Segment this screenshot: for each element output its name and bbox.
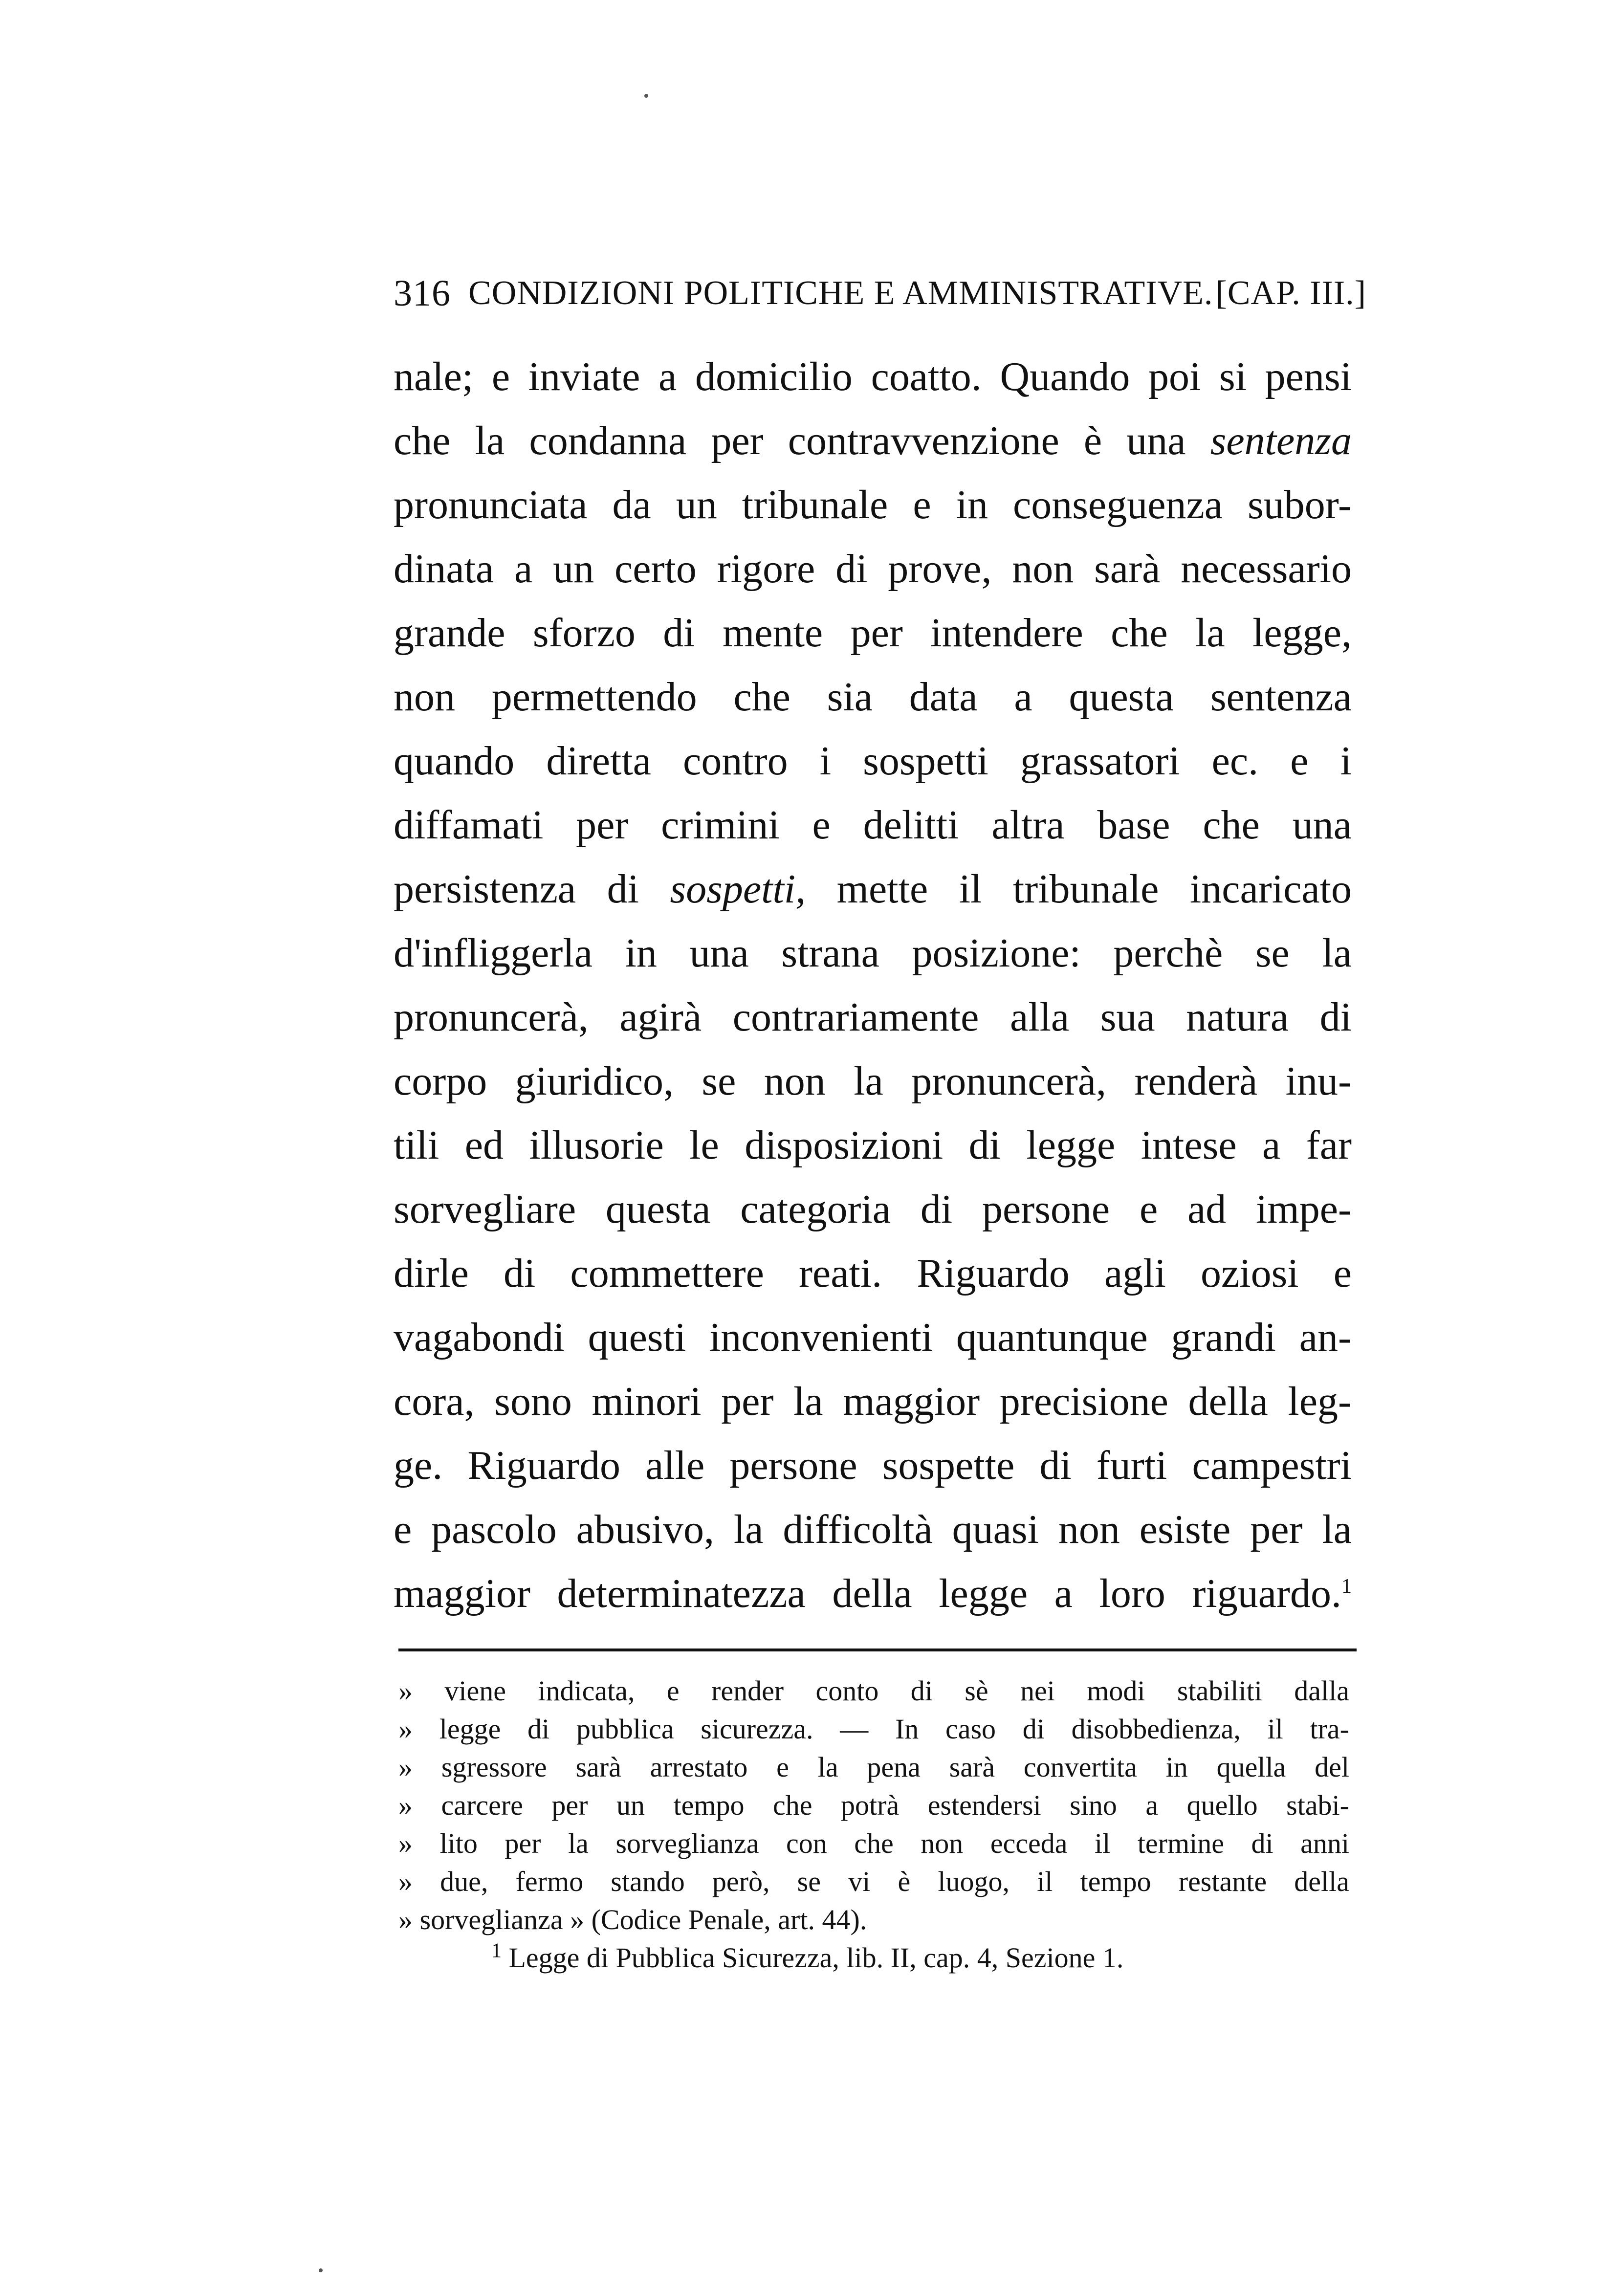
text-line: non permettendo che sia data a questa sentenza: [394, 674, 1352, 720]
text-line: corpo giuridico, se non la pronuncerà, renderà inu-: [394, 1058, 1352, 1104]
italic-term: sentenza: [1210, 418, 1352, 463]
scan-speck: [644, 94, 648, 98]
text-line: [394, 409, 1352, 473]
note-line: » lito per la sorveglianza con che non ecceda il termine di anni: [398, 1827, 1349, 1859]
text-segment: che la condanna per contravvenzione è una: [394, 418, 1186, 463]
note-line: » carcere per un tempo che potrà estendersi sino a quello stabi-: [398, 1789, 1349, 1821]
footnote-reference: 1: [1341, 1575, 1352, 1598]
text-line: dinata a un certo rigore di prove, non sarà necessario: [394, 546, 1352, 592]
text-segment: persistenza di: [394, 866, 639, 912]
footnote-marker: 1: [491, 1939, 502, 1962]
text-segment: maggior determinatezza della legge a loro riguardo.: [394, 1571, 1341, 1616]
footnote-text: Legge di Pubblica Sicurezza, lib. II, cap. 4, Sezione 1.: [508, 1942, 1124, 1974]
text-line: diffamati per crimini e delitti altra base che una: [394, 802, 1352, 848]
text-line: d'infliggerla in una strana posizione: perchè se la: [394, 930, 1352, 976]
text-line: sorvegliare questa categoria di persone e ad impe-: [394, 1187, 1352, 1232]
main-text: [394, 345, 1352, 1626]
note-line: » viene indicata, e render conto di sè nei modi stabiliti dalla: [398, 1675, 1349, 1707]
scan-speck: [319, 2268, 323, 2272]
text-line: [394, 1561, 1352, 1626]
text-line: cora, sono minori per la maggior precisione della leg-: [394, 1379, 1352, 1424]
footnote-divider: [398, 1649, 1357, 1651]
text-line: quando diretta contro i sospetti grassatori ec. e i: [394, 738, 1352, 784]
page-number: 316: [394, 272, 451, 314]
running-title: CONDIZIONI POLITICHE E AMMINISTRATIVE.: [468, 274, 1213, 312]
text-line: pronuncerà, agirà contrariamente alla sua natura di: [394, 994, 1352, 1040]
footnote-1: [398, 1939, 1349, 1977]
text-line: tili ed illusorie le disposizioni di legge intese a far: [394, 1122, 1352, 1168]
chapter-label: [CAP. III.]: [1215, 274, 1366, 312]
italic-term: sospetti,: [670, 866, 806, 912]
text-line: [394, 857, 1352, 921]
text-line: dirle di commettere reati. Riguardo agli oziosi e: [394, 1251, 1352, 1296]
text-line: pronunciata da un tribunale e in conseguenza subor-: [394, 482, 1352, 528]
running-header: [394, 266, 1366, 320]
note-line: » due, fermo stando però, se vi è luogo, il tempo restante della: [398, 1866, 1349, 1897]
text-line: ge. Riguardo alle persone sospette di furti campestri: [394, 1443, 1352, 1488]
text-segment: mette il tribunale incaricato: [836, 866, 1352, 912]
text-line: grande sforzo di mente per intendere che la legge,: [394, 610, 1352, 656]
footnotes: [398, 1672, 1349, 1977]
text-line: vagabondi questi inconvenienti quantunque grandi an-: [394, 1315, 1352, 1360]
note-line: » sgressore sarà arrestato e la pena sarà convertita in quella del: [398, 1751, 1349, 1783]
note-line: » legge di pubblica sicurezza. — In caso di disobbedienza, il tra-: [398, 1713, 1349, 1745]
text-line: nale; e inviate a domicilio coatto. Quando poi si pensi: [394, 354, 1352, 399]
text-line: e pascolo abusivo, la difficoltà quasi non esiste per la: [394, 1507, 1352, 1552]
note-line: » sorveglianza » (Codice Penale, art. 44).: [398, 1904, 867, 1935]
